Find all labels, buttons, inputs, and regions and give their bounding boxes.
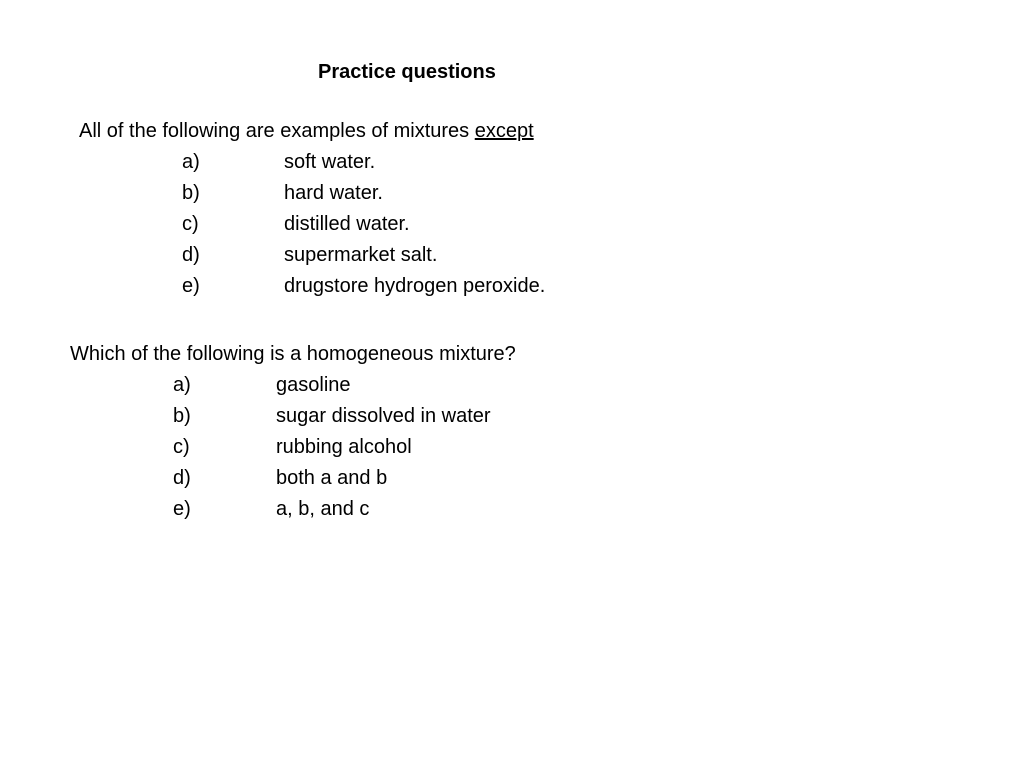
option-letter: e) bbox=[182, 275, 200, 297]
option-text: a, b, and c bbox=[276, 498, 370, 520]
option-text: soft water. bbox=[284, 151, 376, 173]
option-text: distilled water. bbox=[284, 213, 410, 235]
question-2-text: Which of the following is a homogeneous mixture? bbox=[70, 343, 516, 365]
option-letter: b) bbox=[173, 405, 191, 427]
option-letter: c) bbox=[182, 213, 199, 235]
option-letter: a) bbox=[182, 151, 200, 173]
question-1-stem: All of the following are examples of mixtures bbox=[79, 120, 475, 142]
option-letter: b) bbox=[182, 182, 200, 204]
option-text: drugstore hydrogen peroxide. bbox=[284, 275, 546, 297]
option-letter: a) bbox=[173, 374, 191, 396]
option-text: rubbing alcohol bbox=[276, 436, 412, 458]
option-text: sugar dissolved in water bbox=[276, 405, 491, 427]
option-text: supermarket salt. bbox=[284, 244, 438, 266]
option-letter: e) bbox=[173, 498, 191, 520]
option-text: gasoline bbox=[276, 374, 351, 396]
option-letter: c) bbox=[173, 436, 190, 458]
option-letter: d) bbox=[173, 467, 191, 489]
question-1-emphasis: except bbox=[474, 120, 534, 142]
question-1-text bbox=[79, 118, 534, 144]
slide-title: Practice questions bbox=[318, 61, 496, 83]
option-text: hard water. bbox=[284, 182, 383, 204]
option-text: both a and b bbox=[276, 467, 388, 489]
option-letter: d) bbox=[182, 244, 200, 266]
